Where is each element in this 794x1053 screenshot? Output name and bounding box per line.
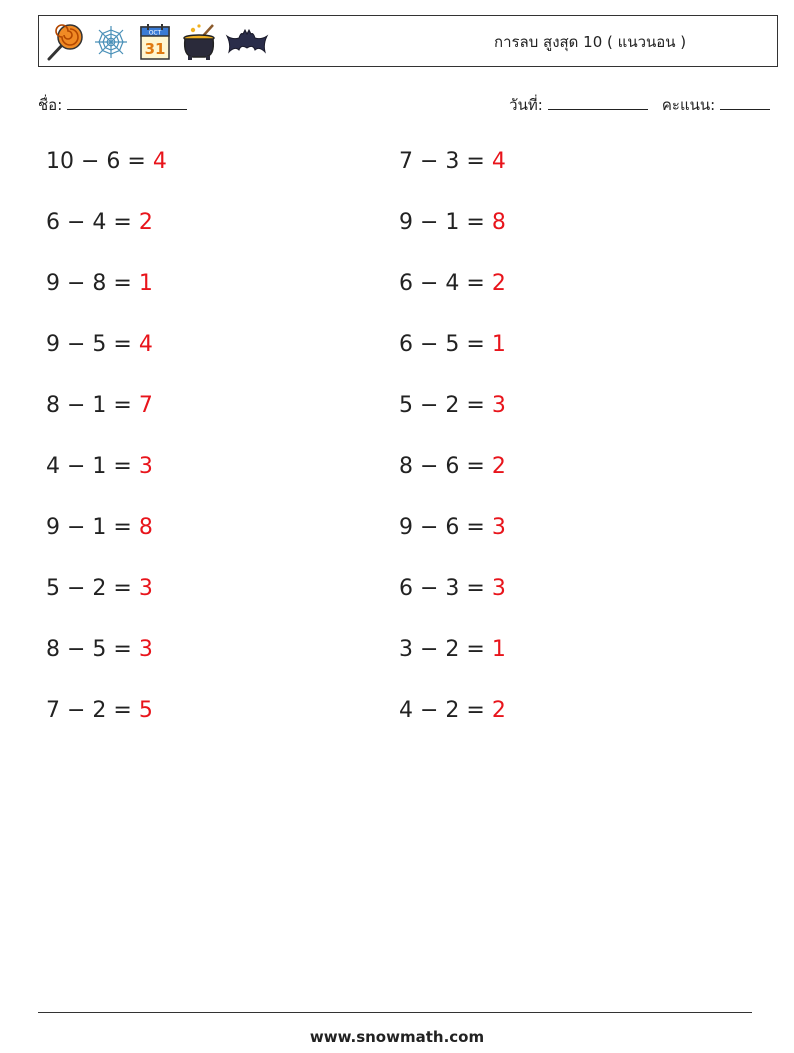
bat-icon <box>225 22 269 62</box>
date-label: วันที่: <box>509 96 543 114</box>
problem-row <box>46 390 766 451</box>
header-box <box>38 15 778 67</box>
problem-answer: 8 <box>491 210 506 235</box>
problem <box>46 329 153 361</box>
problem-answer: 2 <box>491 698 506 723</box>
problem-row <box>46 451 766 512</box>
problem-grid <box>46 146 766 756</box>
problem-row <box>46 634 766 695</box>
problem <box>399 634 506 666</box>
problem-question: 7 − 3 = <box>399 149 492 174</box>
name-field <box>38 93 187 117</box>
problem-question: 10 − 6 = <box>46 149 153 174</box>
lollipop-icon <box>45 22 85 62</box>
problem-answer: 7 <box>138 393 153 418</box>
problem-answer: 8 <box>138 515 153 540</box>
problem-answer: 1 <box>138 271 153 296</box>
problem <box>46 512 153 544</box>
problem <box>46 634 153 666</box>
problem <box>399 329 506 361</box>
problem-answer: 2 <box>491 454 506 479</box>
problem-question: 8 − 5 = <box>46 637 139 662</box>
problem-question: 9 − 5 = <box>46 332 139 357</box>
problem-answer: 4 <box>152 149 167 174</box>
problem-question: 9 − 6 = <box>399 515 492 540</box>
problem-answer: 1 <box>491 332 506 357</box>
problem-question: 8 − 1 = <box>46 393 139 418</box>
problem <box>399 573 506 605</box>
problem-row <box>46 695 766 756</box>
problem <box>399 390 506 422</box>
spider-web-icon <box>91 22 131 62</box>
cauldron-icon <box>179 22 219 62</box>
problem <box>46 573 153 605</box>
calendar-day: 31 <box>144 40 166 58</box>
problem-answer: 2 <box>491 271 506 296</box>
problem-row <box>46 207 766 268</box>
problem-answer: 3 <box>138 576 153 601</box>
problem <box>399 146 506 178</box>
problem <box>399 512 506 544</box>
problem-question: 3 − 2 = <box>399 637 492 662</box>
problem-answer: 3 <box>138 454 153 479</box>
date-blank[interactable] <box>548 95 648 110</box>
problem-answer: 3 <box>491 576 506 601</box>
calendar-icon <box>137 22 173 62</box>
header-icons <box>45 20 269 64</box>
problem-question: 4 − 2 = <box>399 698 492 723</box>
problem-question: 9 − 1 = <box>399 210 492 235</box>
date-score-fields <box>509 93 770 117</box>
problem-answer: 4 <box>138 332 153 357</box>
problem-question: 6 − 5 = <box>399 332 492 357</box>
calendar-month: OCT <box>148 29 162 37</box>
problem-question: 5 − 2 = <box>46 576 139 601</box>
problem-question: 5 − 2 = <box>399 393 492 418</box>
problem-row <box>46 573 766 634</box>
problem <box>46 451 153 483</box>
problem <box>46 390 153 422</box>
problem-question: 9 − 8 = <box>46 271 139 296</box>
problem <box>399 695 506 727</box>
problem <box>46 207 153 239</box>
problem <box>399 207 506 239</box>
problem-answer: 3 <box>491 515 506 540</box>
footer-divider <box>38 1012 752 1013</box>
problem-question: 9 − 1 = <box>46 515 139 540</box>
problem-question: 7 − 2 = <box>46 698 139 723</box>
problem-answer: 3 <box>491 393 506 418</box>
problem-answer: 5 <box>138 698 153 723</box>
problem <box>399 451 506 483</box>
worksheet-title: การลบ สูงสุด 10 ( แนวนอน ) <box>494 33 687 51</box>
problem-question: 6 − 4 = <box>399 271 492 296</box>
problem-question: 4 − 1 = <box>46 454 139 479</box>
problem <box>46 146 167 178</box>
problem-row <box>46 329 766 390</box>
problem-row <box>46 268 766 329</box>
problem-row <box>46 512 766 573</box>
problem <box>46 695 153 727</box>
name-blank[interactable] <box>67 95 187 110</box>
problem-answer: 1 <box>491 637 506 662</box>
problem-answer: 3 <box>138 637 153 662</box>
problem-answer: 4 <box>491 149 506 174</box>
name-label: ชื่อ: <box>38 96 63 114</box>
problem-answer: 2 <box>138 210 153 235</box>
score-label: คะแนน: <box>661 96 716 114</box>
footer-url[interactable]: www.snowmath.com <box>309 1028 485 1046</box>
problem-question: 6 − 3 = <box>399 576 492 601</box>
problem-question: 6 − 4 = <box>46 210 139 235</box>
problem-question: 8 − 6 = <box>399 454 492 479</box>
score-blank[interactable] <box>720 95 770 110</box>
problem <box>399 268 506 300</box>
problem <box>46 268 153 300</box>
problem-row <box>46 146 766 207</box>
